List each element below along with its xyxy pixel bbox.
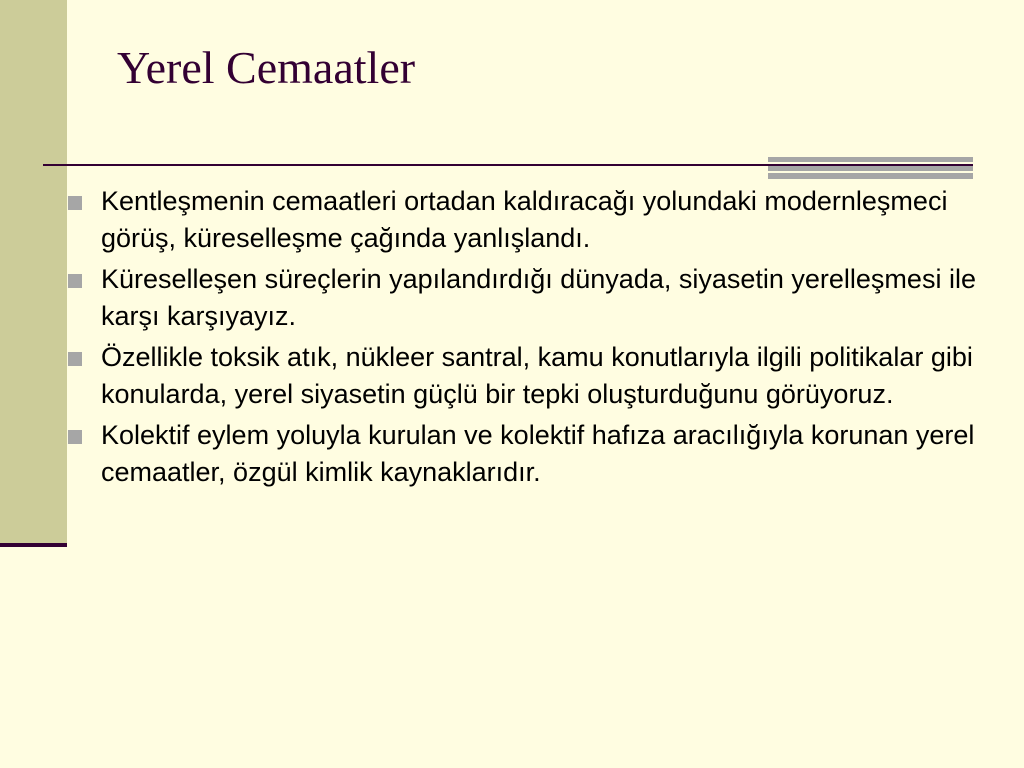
bullet-text: Kolektif eylem yoluyla kurulan ve kolektif hafıza aracılığıyla korunan yerel cemaatler, özgül kimlik kaynaklarıdır. (101, 420, 975, 487)
square-bullet-icon (68, 352, 82, 366)
bullet-item (68, 183, 988, 257)
slide-title: Yerel Cemaatler (117, 42, 416, 93)
bullet-item (68, 261, 988, 335)
title-accent-stripes (768, 157, 973, 179)
bullet-text: Kentleşmenin cemaatleri ortadan kaldıracağı yolundaki modernleşmeci görüş, küreselleşme çağında yanlışlandı. (101, 186, 948, 253)
bullet-list (68, 183, 988, 495)
left-band-divider (0, 543, 67, 547)
bullet-item (68, 417, 988, 491)
bullet-item (68, 339, 988, 413)
accent-stripe (768, 173, 973, 179)
square-bullet-icon (68, 196, 82, 210)
accent-stripe (768, 157, 973, 162)
bullet-text: Küreselleşen süreçlerin yapılandırdığı dünyada, siyasetin yerelleşmesi ile karşı karşıyayız. (101, 264, 976, 331)
bullet-text: Özellikle toksik atık, nükleer santral, kamu konutlarıyla ilgili politikalar gibi konularda, yerel siyasetin güçlü bir tepki oluşturduğunu görüyoruz. (101, 342, 973, 409)
square-bullet-icon (68, 274, 82, 288)
accent-stripe (768, 166, 973, 171)
left-decorative-band (0, 0, 67, 545)
square-bullet-icon (68, 430, 82, 444)
